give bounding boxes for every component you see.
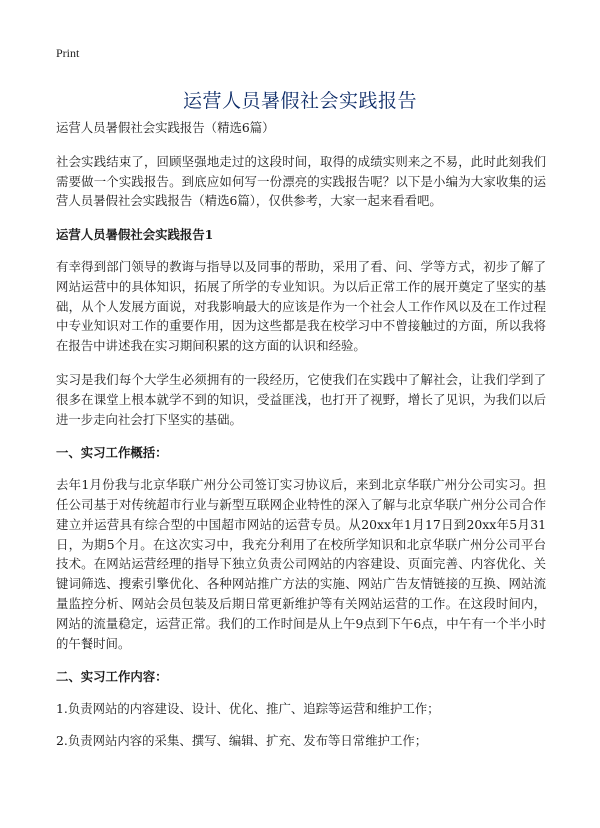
list-item-1: 1.负责网站的内容建设、设计、优化、推广、追踪等运营和维护工作； — [56, 701, 440, 717]
section1-heading: 运营人员暑假社会实践报告1 — [56, 227, 214, 243]
list-item-2: 2.负责网站内容的采集、撰写、编辑、扩充、发布等日常维护工作； — [56, 732, 428, 748]
paragraph-2: 实习是我们每个大学生必须拥有的一段经历，它使我们在实践中了解社会，让我们学到了很多在课堂上根本就学不到的知识，受益匪浅，也打开了视野，增长了见识，为我们以后进一步走向社会打下坚实的基础。 — [56, 371, 546, 427]
heading-content: 二、实习工作内容： — [56, 669, 168, 685]
intro-paragraph: 社会实践结束了，回顾坚强地走过的这段时间，取得的成绩实则来之不易，此时此刻我们需要做一个实践报告。到底应如何写一份漂亮的实践报告呢？以下是小编为大家收集的运营人员暑假社会实践报告（精选6篇），仅供参考，大家一起来看看吧。 — [56, 153, 546, 209]
document-body — [56, 118, 546, 763]
paragraph-3: 去年1月份我与北京华联广州分公司签订实习协议后，来到北京华联广州分公司实习。担任公司基于对传统超市行业与新型互联网企业特性的深入了解与北京华联广州分公司合作建立并运营具有综合型的中国超市网站的运营专员。从20xx年1月17日到20xx年5月31日，为期5个月。在这次实习中，我充分利用了在校所学知识和北京华联广州分公司平台技术。在网站运营经理的指导下独立负责公司网站的内容建设、页面完善、内容优化、关键词筛选、搜索引擎优化、各种网站推广方法的实施、网站广告友情链接的互换、网站流量监控分析、网站会员包装及后期日常更新维护等有关网站运营的工作。在这段时间内，网站的流量稳定，运营正常。我们的工作时间是从上午9点到下午6点，中午有一个半小时的午餐时间。 — [56, 477, 546, 651]
document-title: 运营人员暑假社会实践报告 — [182, 90, 417, 112]
document-subtitle: 运营人员暑假社会实践报告（精选6篇） — [56, 120, 275, 135]
paragraph-1: 有幸得到部门领导的教诲与指导以及同事的帮助，采用了看、问、学等方式，初步了解了网站运营中的具体知识，拓展了所学的专业知识。为以后正常工作的展开奠定了坚实的基础，从个人发展方面说，对我影响最大的应该是作为一个社会人工作作风以及在工作过程中专业知识对工作的重要作用，因为这些都是我在校学习中不曾接触过的方面，所以我将在报告中讲述我在实习期间积累的这方面的认识和经验。 — [56, 258, 546, 354]
print-link[interactable]: Print — [56, 46, 80, 60]
heading-overview: 一、实习工作概括： — [56, 445, 168, 461]
